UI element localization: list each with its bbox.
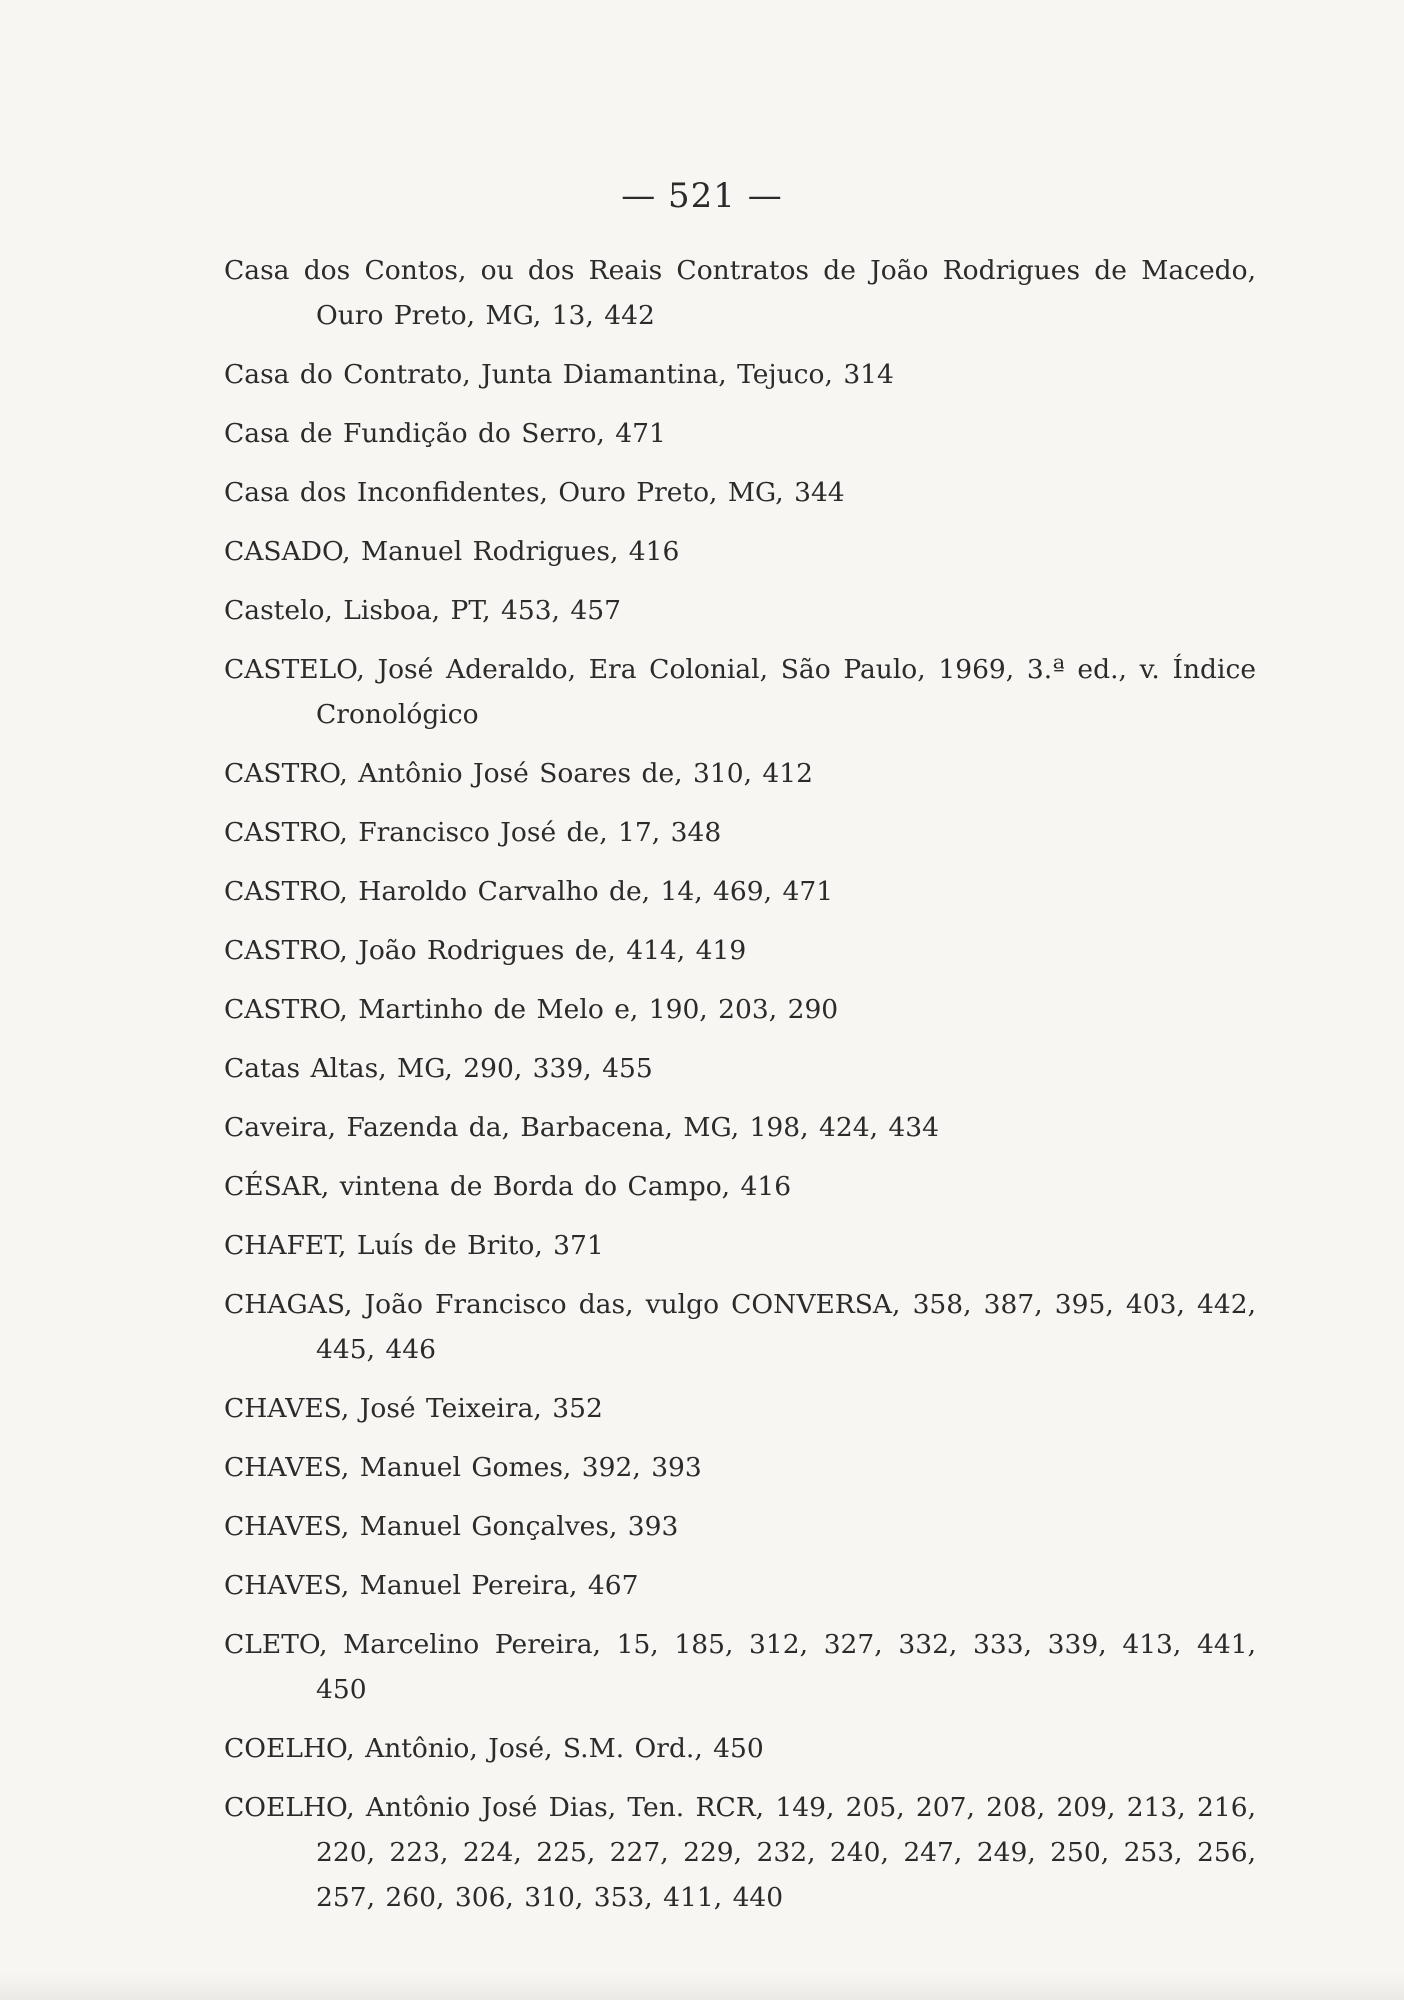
index-entry: Caveira, Fazenda da, Barbacena, MG, 198, 424, 434 bbox=[224, 1112, 939, 1143]
index-entry: CASTELO, José Aderaldo, Era Colonial, São Paulo, 1969, 3.ª ed., v. Índice Cronológico bbox=[224, 654, 1256, 730]
index-entry: CASTRO, Antônio José Soares de, 310, 412 bbox=[224, 758, 814, 789]
index-entry: CÉSAR, vintena de Borda do Campo, 416 bbox=[224, 1171, 792, 1202]
index-entry: CHAGAS, João Francisco das, vulgo CONVERSA, 358, 387, 395, 403, 442, 445, 446 bbox=[224, 1289, 1256, 1365]
index-entry: CHAVES, José Teixeira, 352 bbox=[224, 1393, 603, 1424]
index-entry: CHAVES, Manuel Gonçalves, 393 bbox=[224, 1511, 679, 1542]
index-entry: CASTRO, João Rodrigues de, 414, 419 bbox=[224, 935, 747, 966]
index-entry: CASTRO, Haroldo Carvalho de, 14, 469, 471 bbox=[224, 876, 834, 907]
index-entry: CHAVES, Manuel Pereira, 467 bbox=[224, 1570, 639, 1601]
index-entry: Casa dos Contos, ou dos Reais Contratos de João Rodrigues de Macedo, Ouro Preto, MG, 13, 442 bbox=[224, 255, 1256, 331]
index-entry: CLETO, Marcelino Pereira, 15, 185, 312, 327, 332, 333, 339, 413, 441, 450 bbox=[224, 1629, 1256, 1705]
index-entry: Catas Altas, MG, 290, 339, 455 bbox=[224, 1053, 653, 1084]
index-entry: CASTRO, Francisco José de, 17, 348 bbox=[224, 817, 722, 848]
index-entry: Casa do Contrato, Junta Diamantina, Tejuco, 314 bbox=[224, 359, 894, 390]
index-entry: CHAVES, Manuel Gomes, 392, 393 bbox=[224, 1452, 702, 1483]
index-entry: Casa dos Inconfidentes, Ouro Preto, MG, 344 bbox=[224, 477, 845, 508]
index-entry: CHAFET, Luís de Brito, 371 bbox=[224, 1230, 604, 1261]
index-entry: COELHO, Antônio, José, S.M. Ord., 450 bbox=[224, 1733, 764, 1764]
scan-shadow bbox=[0, 1972, 1404, 2000]
page-number: — 521 — bbox=[621, 176, 783, 216]
index-entry: CASTRO, Martinho de Melo e, 190, 203, 290 bbox=[224, 994, 839, 1025]
index-entry: COELHO, Antônio José Dias, Ten. RCR, 149, 205, 207, 208, 209, 213, 216, 220, 223, 224, 225, 227, 229, 232, 240, 247, 249, 250, 253, 256, 257, 260, 306, 310, 353, 411, 440 bbox=[224, 1792, 1256, 1913]
index-entry: CASADO, Manuel Rodrigues, 416 bbox=[224, 536, 680, 567]
index-entry: Casa de Fundição do Serro, 471 bbox=[224, 418, 666, 449]
index-entry: Castelo, Lisboa, PT, 453, 457 bbox=[224, 595, 621, 626]
index-entry-list bbox=[224, 248, 1256, 1934]
